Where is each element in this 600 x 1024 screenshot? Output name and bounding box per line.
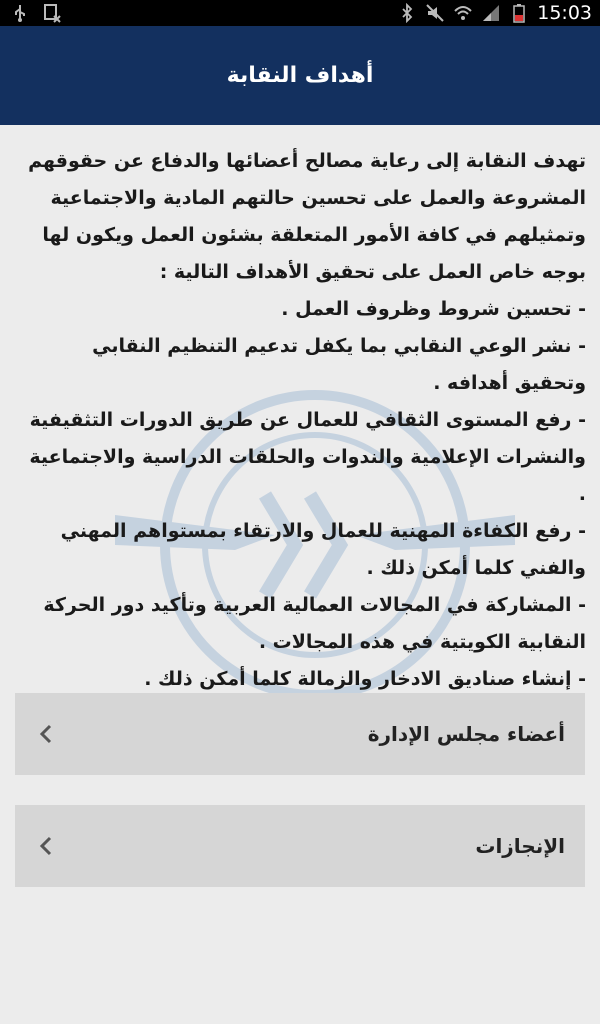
objective-item: - رفع الكفاءة المهنية للعمال والارتقاء بمستواهم المهني والفني كلما أمكن ذلك . [60,520,586,579]
page-title: أهداف النقابة [226,63,374,88]
chevron-left-icon [37,722,55,746]
achievements-button[interactable] [15,805,585,887]
status-bar [0,0,600,26]
sim-status-icon [42,3,62,23]
status-time: 15:03 [537,2,592,24]
chevron-left-icon [37,834,55,858]
objective-item: - رفع المستوى الثقافي للعمال عن طريق الدورات التثقيفية والنشرات الإعلامية والندوات والحلقات الدراسية والاجتماعية . [29,409,586,505]
content-area [0,125,600,1024]
objective-item: - المشاركة في المجالات العمالية العربية وتأكيد دور الحركة النقابية الكويتية في هذه المجالات . [43,594,586,653]
board-members-label: أعضاء مجلس الإدارة [367,722,565,746]
app-header [0,26,600,125]
objective-item: - تحسين شروط وظروف العمل . [281,298,586,320]
objectives-text [18,143,586,698]
board-members-button[interactable] [15,693,585,775]
wifi-icon [453,3,473,23]
usb-icon [10,3,30,23]
achievements-label: الإنجازات [475,834,565,858]
battery-icon [509,3,529,23]
intro-paragraph: تهدف النقابة إلى رعاية مصالح أعضائها والدفاع عن حقوقهم المشروعة والعمل على تحسين حالتهم المادية والاجتماعية وتمثيلهم في كافة الأمور المتعلقة بشئون العمل ويكون لها بوجه خاص العمل على تحقيق الأهداف التالية : [28,150,586,283]
objective-item: - نشر الوعي النقابي بما يكفل تدعيم التنظيم النقابي وتحقيق أهدافه . [92,335,586,394]
bluetooth-icon [397,3,417,23]
signal-icon [481,3,501,23]
mute-icon [425,3,445,23]
objective-item: - إنشاء صناديق الادخار والزمالة كلما أمكن ذلك . [144,668,586,690]
